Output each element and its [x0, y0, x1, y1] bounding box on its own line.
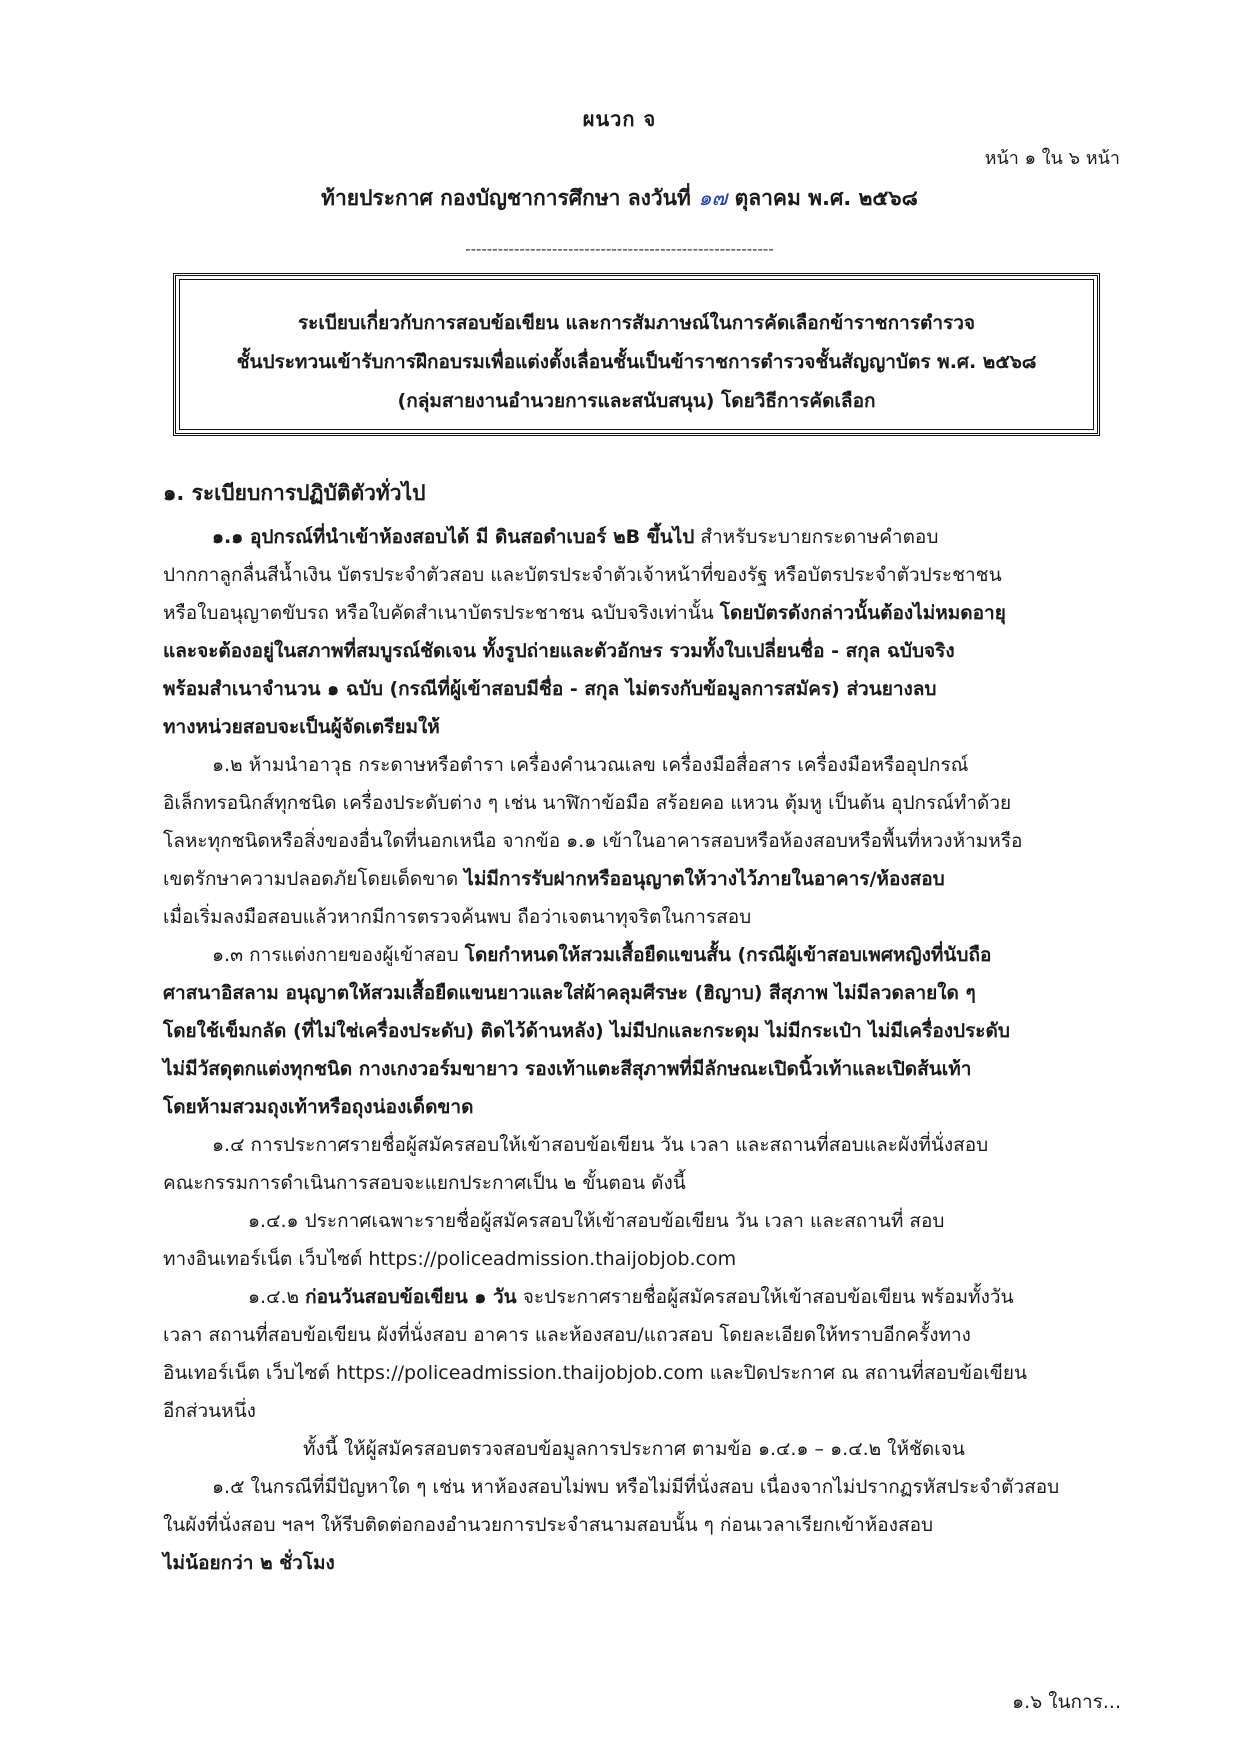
paragraph-1-3-line-2: ศาสนาอิสลาม อนุญาตให้สวมเสื้อยืดแขนยาวและใส่ผ้าคลุมศีรษะ (ฮิญาบ) สีสุภาพ ไม่มีลวดลายใด ๆ — [163, 982, 976, 1004]
announcement-prefix: ท้ายประกาศ กองบัญชาการศึกษา ลงวันที่ — [321, 186, 699, 210]
subparagraph-1-4-2-line-3: อินเทอร์เน็ต เว็บไซต์ https://policeadmission.thaijobjob.com และปิดประกาศ ณ สถานที่สอบข้อเขียน — [163, 1362, 1027, 1384]
one-day-before-bold: ก่อนวันสอบข้อเขียน ๑ วัน — [305, 1286, 517, 1308]
paragraph-1-1-line-6: ทางหน่วยสอบจะเป็นผู้จัดเตรียมให้ — [163, 716, 440, 738]
paragraph-1-2-line-3: โลหะทุกชนิดหรือสิ่งของอื่นใดที่นอกเหนือ จากข้อ ๑.๑ เข้าในอาคารสอบหรือห้องสอบหรือพื้นที่หวงห้ามหรือ — [163, 830, 1023, 852]
announcement-detail-text: จะประกาศรายชื่อผู้สมัครสอบให้เข้าสอบข้อเขียน พร้อมทั้งวัน — [516, 1286, 1014, 1308]
paragraph-1-4-note: ทั้งนี้ ให้ผู้สมัครสอบตรวจสอบข้อมูลการประกาศ ตามข้อ ๑.๔.๑ – ๑.๔.๒ ให้ชัดเจน — [303, 1438, 965, 1460]
subparagraph-1-4-2-line-4: อีกส่วนหนึ่ง — [163, 1400, 256, 1422]
paragraph-1-3-line-5: โดยห้ามสวมถุงเท้าหรือถุงน่องเด็ดขาด — [163, 1096, 474, 1118]
subparagraph-1-4-1-line-2: ทางอินเทอร์เน็ต เว็บไซต์ https://policeadmission.thaijobjob.com — [163, 1248, 737, 1270]
title-line-3: (กลุ่มสายงานอำนวยการและสนับสนุน) โดยวิธีการคัดเลือก — [397, 390, 876, 412]
title-line-2: ชั้นประทวนเข้ารับการฝึกอบรมเพื่อแต่งตั้งเลื่อนชั้นเป็นข้าราชการตำรวจชั้นสัญญาบัตร พ.ศ. ๒๕๖๘ — [236, 351, 1037, 373]
paragraph-1-1-line-3 — [163, 598, 1006, 628]
equipment-allowed-rest: สำหรับระบายกระดาษคำตอบ — [694, 526, 939, 548]
paragraph-1-3-line-4: ไม่มีวัสดุตกแต่งทุกชนิด กางเกงวอร์มขายาว รองเท้าแตะสีสุภาพที่มีลักษณะเปิดนิ้วเท้าและเปิดส้นเท้า — [163, 1058, 972, 1080]
subparagraph-1-4-1-line-1: ๑.๔.๑ ประกาศเฉพาะรายชื่อผู้สมัครสอบให้เข้าสอบข้อเขียน วัน เวลา และสถานที่ สอบ — [248, 1210, 945, 1232]
annex-title: ผนวก จ — [582, 107, 657, 131]
announcement-suffix: ตุลาคม พ.ศ. ๒๕๖๘ — [727, 186, 918, 210]
id-card-text: หรือใบอนุญาตขับรถ หรือใบคัดสำเนาบัตรประชาชน ฉบับจริงเท่านั้น — [163, 602, 720, 624]
paragraph-1-5-line-3: ไม่น้อยกว่า ๒ ชั่วโมง — [163, 1552, 335, 1574]
subparagraph-1-4-2-line-2: เวลา สถานที่สอบข้อเขียน ผังที่นั่งสอบ อาคาร และห้องสอบ/แถวสอบ โดยละเอียดให้ทราบอีกครั้งทาง — [163, 1324, 971, 1346]
security-zone-text: เขตรักษาความปลอดภัยโดยเด็ดขาด — [163, 868, 465, 890]
continued-marker: ๑.๖ ในการ... — [1012, 1691, 1121, 1713]
page-number: หน้า ๑ ใน ๖ หน้า — [984, 148, 1120, 169]
id-card-bold: โดยบัตรดังกล่าวนั้นต้องไม่หมดอายุ — [719, 602, 1006, 624]
title-line-1: ระเบียบเกี่ยวกับการสอบข้อเขียน และการสัมภาษณ์ในการคัดเลือกข้าราชการตำรวจ — [297, 312, 976, 334]
dress-code-text: ๑.๓ การแต่งกายของผู้เข้าสอบ — [212, 944, 465, 966]
paragraph-1-1-line-4: และจะต้องอยู่ในสภาพที่สมบูรณ์ชัดเจน ทั้งรูปถ่ายและตัวอักษร รวมทั้งใบเปลี่ยนชื่อ - สกุล ฉบับจริง — [163, 640, 955, 662]
no-deposit-bold: ไม่มีการรับฝากหรืออนุญาตให้วางไว้ภายในอาคาร/ห้องสอบ — [464, 868, 945, 890]
announcement-reference — [0, 182, 1239, 215]
section-heading: ๑. ระเบียบการปฏิบัติตัวทั่วไป — [163, 481, 426, 505]
paragraph-1-1-line-5: พร้อมสำเนาจำนวน ๑ ฉบับ (กรณีที่ผู้เข้าสอบมีชื่อ - สกุล ไม่ตรงกับข้อมูลการสมัคร) ส่วนยางลบ — [163, 678, 937, 700]
paragraph-1-2-line-1: ๑.๒ ห้ามนำอาวุธ กระดาษหรือตำรา เครื่องคำนวณเลข เครื่องมือสื่อสาร เครื่องมือหรืออุปกรณ์ — [212, 754, 969, 776]
dress-code-bold: โดยกำหนดให้สวมเสื้อยืดแขนสั้น (กรณีผู้เข้าสอบเพศหญิงที่นับถือ — [464, 944, 992, 966]
title-box — [173, 273, 1100, 436]
paragraph-1-3-line-3: โดยใช้เข็มกลัด (ที่ไม่ใช่เครื่องประดับ) ติดไว้ด้านหลัง) ไม่มีปกและกระดุม ไม่มีกระเป๋า ไม่มีเครื่องประดับ — [163, 1020, 1010, 1042]
paragraph-1-2-line-4 — [163, 864, 945, 894]
paragraph-1-5-line-2: ในผังที่นั่งสอบ ฯลฯ ให้รีบติดต่อกองอำนวยการประจำสนามสอบนั้น ๆ ก่อนเวลาเรียกเข้าห้องสอบ — [163, 1514, 934, 1536]
paragraph-1-1-line-1 — [212, 522, 938, 552]
separator-line: --------------------------------------------------------- — [465, 240, 774, 258]
paragraph-1-2-line-5: เมื่อเริ่มลงมือสอบแล้วหากมีการตรวจค้นพบ ถือว่าเจตนาทุจริตในการสอบ — [163, 906, 752, 928]
announcement-day: ๑๗ — [698, 186, 728, 210]
paragraph-1-2-line-2: อิเล็กทรอนิกส์ทุกชนิด เครื่องประดับต่าง ๆ เช่น นาฬิกาข้อมือ สร้อยคอ แหวน ตุ้มหู เป็นต้น อุปกรณ์ทำด้วย — [163, 792, 1012, 814]
paragraph-1-5-line-1: ๑.๕ ในกรณีที่มีปัญหาใด ๆ เช่น หาห้องสอบไม่พบ หรือไม่มีที่นั่งสอบ เนื่องจากไม่ปรากฏรหัสประจำตัวสอบ — [212, 1476, 1060, 1498]
paragraph-1-4-line-2: คณะกรรมการดำเนินการสอบจะแยกประกาศเป็น ๒ ขั้นตอน ดังนี้ — [163, 1172, 686, 1194]
paragraph-1-4-line-1: ๑.๔ การประกาศรายชื่อผู้สมัครสอบให้เข้าสอบข้อเขียน วัน เวลา และสถานที่สอบและผังที่นั่งสอบ — [212, 1134, 989, 1156]
paragraph-1-1-line-2: ปากกาลูกลื่นสีน้ำเงิน บัตรประจำตัวสอบ และบัตรประจำตัวเจ้าหน้าที่ของรัฐ หรือบัตรประจำตัวประชาชน — [163, 564, 1002, 586]
equipment-allowed-bold: ๑.๑ อุปกรณ์ที่นำเข้าห้องสอบได้ มี ดินสอดำเบอร์ ๒B ขึ้นไป — [212, 526, 695, 548]
subparagraph-1-4-2-line-1 — [248, 1282, 1014, 1312]
subparagraph-number: ๑.๔.๒ — [248, 1286, 306, 1308]
paragraph-1-3-line-1 — [212, 940, 991, 970]
